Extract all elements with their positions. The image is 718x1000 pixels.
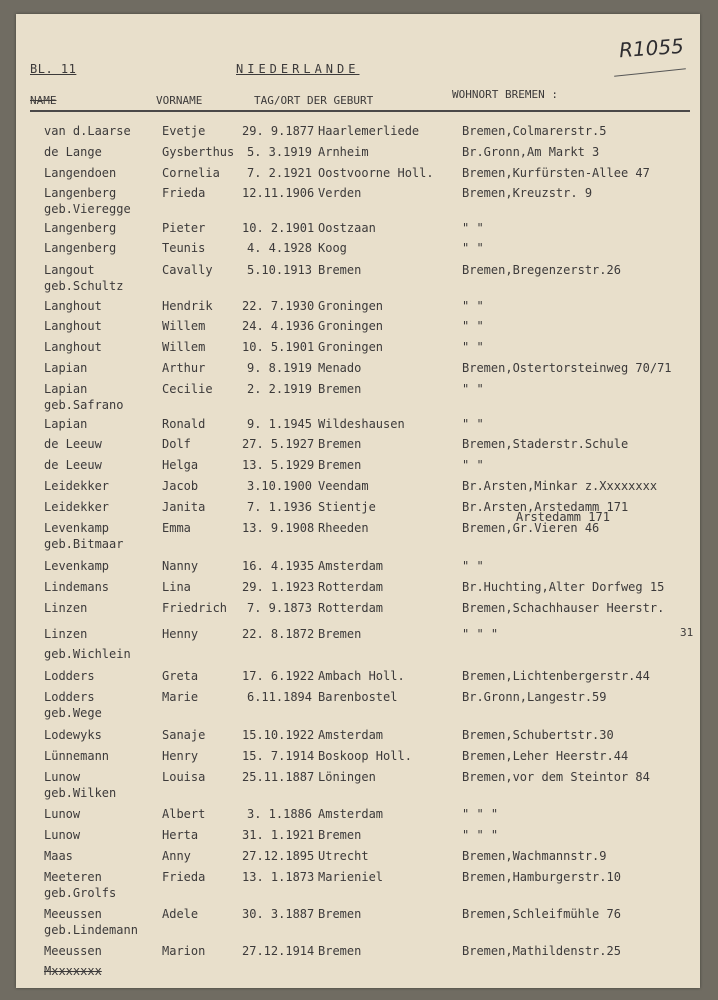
person-surname: Leidekker [44, 479, 110, 493]
person-firstname: Marion [162, 944, 206, 958]
birth-date: 3. 1.1886 [246, 807, 312, 821]
residence-address: " " [462, 458, 484, 472]
birth-place: Menado [318, 361, 362, 375]
person-firstname: Jacob [162, 479, 199, 493]
residence-address: " " " [462, 828, 499, 842]
residence-address: Bremen,Staderstr.Schule [462, 437, 629, 451]
birth-place: Rotterdam [318, 580, 384, 594]
birth-date: 25.11.1887 [242, 770, 315, 784]
residence-address: Bremen,Colmarerstr.5 [462, 124, 607, 138]
person-firstname: Frieda [162, 870, 206, 884]
birth-place: Utrecht [318, 849, 369, 863]
birth-date: 7. 1.1936 [246, 500, 312, 514]
person-surname: Langenberg [44, 186, 117, 200]
birth-place: Groningen [318, 299, 384, 313]
person-firstname: Hendrik [162, 299, 213, 313]
person-surname: geb.Grolfs [44, 886, 117, 900]
birth-date: 27.12.1914 [242, 944, 315, 958]
birth-place: Oostvoorne Holl. [318, 166, 434, 180]
residence-address: Bremen,Kurfürsten-Allee 47 [462, 166, 650, 180]
residence-address: " " [462, 417, 484, 431]
person-surname: geb.Schultz [44, 279, 124, 293]
person-surname: Lodewyks [44, 728, 102, 742]
birth-date: 4. 4.1928 [246, 241, 312, 255]
person-surname: de Lange [44, 145, 102, 159]
residence-address: " " [462, 299, 484, 313]
person-firstname: Nanny [162, 559, 199, 573]
person-surname: Maas [44, 849, 73, 863]
person-firstname: Adele [162, 907, 199, 921]
person-surname: Lünnemann [44, 749, 110, 763]
person-surname: Langout [44, 263, 95, 277]
column-header-birth: TAG/ORT DER GEBURT [254, 94, 374, 107]
person-firstname: Emma [162, 521, 191, 535]
person-surname: Levenkamp [44, 559, 110, 573]
birth-place: Oostzaan [318, 221, 376, 235]
birth-date: 13. 5.1929 [242, 458, 315, 472]
residence-address: Bremen,Leher Heerstr.44 [462, 749, 629, 763]
birth-place: Marieniel [318, 870, 384, 884]
person-surname: Lapian [44, 361, 88, 375]
birth-date: 31. 1.1921 [242, 828, 315, 842]
birth-place: Bremen [318, 437, 362, 451]
person-surname: Lapian [44, 417, 88, 431]
person-surname: Meeussen [44, 944, 102, 958]
residence-address: Bremen,Ostertorsteinweg 70/71 [462, 361, 672, 375]
residence-address: Bremen,Schachhauser Heerstr. [462, 601, 665, 615]
birth-date: 13. 1.1873 [242, 870, 315, 884]
person-firstname: Willem [162, 340, 206, 354]
residence-address: Bremen,Schubertstr.30 [462, 728, 614, 742]
country-heading: NIEDERLANDE [236, 62, 360, 76]
birth-date: 3.10.1900 [246, 479, 312, 493]
birth-date: 2. 2.1919 [246, 382, 312, 396]
person-surname: Mxxxxxxx [44, 964, 102, 978]
residence-address: Br.Gronn,Langestr.59 [462, 690, 607, 704]
birth-place: Bremen [318, 907, 362, 921]
person-surname: de Leeuw [44, 437, 102, 451]
person-firstname: Herta [162, 828, 199, 842]
person-firstname: Gysberthus [162, 145, 235, 159]
person-surname: geb.Wege [44, 706, 102, 720]
person-firstname: Anny [162, 849, 191, 863]
birth-place: Bremen [318, 263, 362, 277]
person-firstname: Cornelia [162, 166, 220, 180]
residence-address: " " [462, 340, 484, 354]
residence-address: Br.Huchting,Alter Dorfweg 15 [462, 580, 665, 594]
person-surname: Leidekker [44, 500, 110, 514]
archive-underline [614, 68, 686, 77]
birth-place: Bremen [318, 627, 362, 641]
person-surname: Lunow [44, 807, 81, 821]
birth-place: Haarlemerliede [318, 124, 420, 138]
person-surname: Lodders [44, 690, 95, 704]
birth-place: Arnheim [318, 145, 369, 159]
column-header-vorname: VORNAME [156, 94, 203, 107]
person-firstname: Henry [162, 749, 199, 763]
birth-place: Boskoop Holl. [318, 749, 412, 763]
person-surname: Meeteren [44, 870, 102, 884]
birth-date: 9. 8.1919 [246, 361, 312, 375]
person-surname: Langenberg [44, 221, 117, 235]
residence-address: Bremen,vor dem Steintor 84 [462, 770, 650, 784]
residence-address: Bremen,Lichtenbergerstr.44 [462, 669, 650, 683]
person-firstname: Albert [162, 807, 206, 821]
person-firstname: Pieter [162, 221, 206, 235]
column-header-name: NAME [30, 94, 57, 107]
person-firstname: Greta [162, 669, 199, 683]
residence-address: Br.Arsten,Minkar z.Xxxxxxxx [462, 479, 658, 493]
birth-date: 29. 9.1877 [242, 124, 315, 138]
person-surname: Langendoen [44, 166, 117, 180]
document-page [16, 14, 700, 988]
birth-place: Rheeden [318, 521, 369, 535]
person-surname: Langhout [44, 299, 102, 313]
person-surname: de Leeuw [44, 458, 102, 472]
archive-number-handwritten: R1055 [618, 33, 685, 63]
residence-address: Bremen,Kreuzstr. 9 [462, 186, 593, 200]
sheet-number: BL. 11 [30, 62, 77, 76]
birth-date: 17. 6.1922 [242, 669, 315, 683]
person-surname: geb.Wilken [44, 786, 117, 800]
birth-date: 30. 3.1887 [242, 907, 315, 921]
birth-place: Stientje [318, 500, 376, 514]
residence-address: " " [462, 319, 484, 333]
person-surname: Langenberg [44, 241, 117, 255]
column-header-residence: WOHNORT BREMEN : [452, 88, 558, 101]
birth-date: 10. 5.1901 [242, 340, 315, 354]
person-firstname: Evetje [162, 124, 206, 138]
birth-date: 9. 1.1945 [246, 417, 312, 431]
birth-date: 24. 4.1936 [242, 319, 315, 333]
person-firstname: Frieda [162, 186, 206, 200]
birth-place: Bremen [318, 458, 362, 472]
person-firstname: Arthur [162, 361, 206, 375]
person-surname: Lodders [44, 669, 95, 683]
person-surname: geb.Vieregge [44, 202, 131, 216]
birth-place: Barenbostel [318, 690, 398, 704]
birth-date: 12.11.1906 [242, 186, 315, 200]
birth-place: Verden [318, 186, 362, 200]
birth-place: Bremen [318, 382, 362, 396]
person-surname: Meeussen [44, 907, 102, 921]
person-firstname: Lina [162, 580, 191, 594]
header-rule [30, 110, 690, 112]
birth-date: 15.10.1922 [242, 728, 315, 742]
birth-place: Wildeshausen [318, 417, 405, 431]
residence-address: Bremen,Gr.Vieren 46 [462, 521, 600, 535]
birth-place: Amsterdam [318, 728, 384, 742]
person-surname: geb.Wichlein [44, 647, 131, 661]
person-surname: Langhout [44, 340, 102, 354]
person-surname: geb.Safrano [44, 398, 124, 412]
person-firstname: Teunis [162, 241, 206, 255]
residence-address: " " [462, 382, 484, 396]
person-surname: Lunow [44, 770, 81, 784]
person-firstname: Helga [162, 458, 199, 472]
residence-address: " " " [462, 627, 499, 641]
birth-place: Ambach Holl. [318, 669, 405, 683]
person-firstname: Willem [162, 319, 206, 333]
birth-date: 7. 9.1873 [246, 601, 312, 615]
birth-place: Bremen [318, 828, 362, 842]
person-firstname: Cecilie [162, 382, 213, 396]
birth-date: 6.11.1894 [246, 690, 312, 704]
person-firstname: Marie [162, 690, 199, 704]
person-firstname: Ronald [162, 417, 206, 431]
residence-address: Bremen,Wachmannstr.9 [462, 849, 607, 863]
birth-date: 29. 1.1923 [242, 580, 315, 594]
person-surname: Linzen [44, 627, 88, 641]
birth-place: Löningen [318, 770, 376, 784]
person-surname: Linzen [44, 601, 88, 615]
birth-date: 22. 8.1872 [242, 627, 315, 641]
person-surname: geb.Bitmaar [44, 537, 124, 551]
person-firstname: Sanaje [162, 728, 206, 742]
residence-address: Br.Arsten,Arstedamm 171 [462, 500, 629, 514]
person-surname: Lunow [44, 828, 81, 842]
person-surname: Lindemans [44, 580, 110, 594]
birth-place: Groningen [318, 340, 384, 354]
birth-place: Rotterdam [318, 601, 384, 615]
birth-place: Veendam [318, 479, 369, 493]
residence-address: Bremen,Mathildenstr.25 [462, 944, 621, 958]
residence-address: " " " [462, 807, 499, 821]
birth-date: 15. 7.1914 [242, 749, 315, 763]
birth-date: 5. 3.1919 [246, 145, 312, 159]
birth-date: 7. 2.1921 [246, 166, 312, 180]
person-firstname: Louisa [162, 770, 206, 784]
residence-address: " " [462, 559, 484, 573]
person-surname: geb.Lindemann [44, 923, 138, 937]
margin-note: 31 [680, 626, 694, 639]
birth-place: Koog [318, 241, 347, 255]
overtyped-address: Arstedamm 171 [516, 510, 610, 524]
birth-date: 5.10.1913 [246, 263, 312, 277]
residence-address: Bremen,Schleifmühle 76 [462, 907, 621, 921]
residence-address: Bremen,Bregenzerstr.26 [462, 263, 621, 277]
person-firstname: Janita [162, 500, 206, 514]
birth-place: Amsterdam [318, 807, 384, 821]
birth-place: Amsterdam [318, 559, 384, 573]
birth-date: 27.12.1895 [242, 849, 315, 863]
person-surname: Levenkamp [44, 521, 110, 535]
person-surname: Langhout [44, 319, 102, 333]
birth-date: 16. 4.1935 [242, 559, 315, 573]
birth-place: Bremen [318, 944, 362, 958]
birth-place: Groningen [318, 319, 384, 333]
birth-date: 13. 9.1908 [242, 521, 315, 535]
person-surname: van d.Laarse [44, 124, 131, 138]
person-surname: Lapian [44, 382, 88, 396]
birth-date: 27. 5.1927 [242, 437, 315, 451]
person-firstname: Cavally [162, 263, 213, 277]
person-firstname: Dolf [162, 437, 191, 451]
birth-date: 10. 2.1901 [242, 221, 315, 235]
residence-address: Br.Gronn,Am Markt 3 [462, 145, 600, 159]
residence-address: " " [462, 241, 484, 255]
person-firstname: Henny [162, 627, 199, 641]
birth-date: 22. 7.1930 [242, 299, 315, 313]
person-firstname: Friedrich [162, 601, 228, 615]
residence-address: Bremen,Hamburgerstr.10 [462, 870, 621, 884]
residence-address: " " [462, 221, 484, 235]
